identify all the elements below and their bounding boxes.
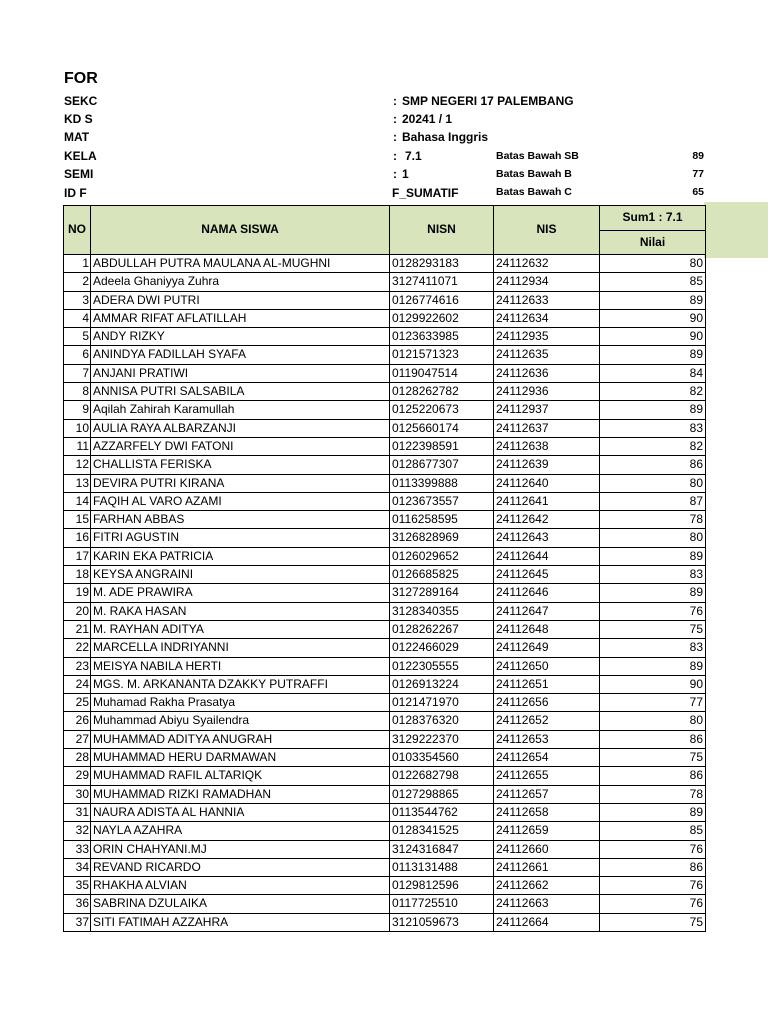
cell-nilai[interactable]: 77: [600, 694, 706, 712]
cell-nilai[interactable]: 80: [600, 529, 706, 547]
table-row: [64, 730, 706, 748]
colon: :: [393, 112, 397, 126]
cell-nilai[interactable]: 76: [600, 840, 706, 858]
cell-nisn[interactable]: 0117725510: [390, 895, 494, 913]
cell-no[interactable]: 1: [64, 255, 91, 273]
cell-nilai[interactable]: 90: [600, 309, 706, 327]
table-row: [64, 584, 706, 602]
cell-nis[interactable]: 24112633: [494, 291, 600, 309]
cell-nis[interactable]: 24112655: [494, 767, 600, 785]
cell-nis[interactable]: 24112648: [494, 620, 600, 638]
cell-no[interactable]: 37: [64, 913, 91, 931]
cell-nis[interactable]: 24112643: [494, 529, 600, 547]
cell-nisn[interactable]: 0126913224: [390, 675, 494, 693]
cell-nama[interactable]: CHALLISTA FERISKA: [91, 456, 390, 474]
table-row: [64, 419, 706, 437]
cell-nisn[interactable]: 0128262267: [390, 620, 494, 638]
cell-nilai[interactable]: 85: [600, 822, 706, 840]
cell-no[interactable]: 23: [64, 657, 91, 675]
cell-nama[interactable]: MUHAMMAD HERU DARMAWAN: [91, 749, 390, 767]
table-row: [64, 749, 706, 767]
cell-nilai[interactable]: 75: [600, 620, 706, 638]
table-row: [64, 767, 706, 785]
table-row: [64, 255, 706, 273]
table-row: [64, 492, 706, 510]
cell-nisn[interactable]: 0125220673: [390, 401, 494, 419]
table-row: [64, 639, 706, 657]
cell-nis[interactable]: 24112654: [494, 749, 600, 767]
cell-no[interactable]: 2: [64, 273, 91, 291]
batas-value-sb: 89: [692, 150, 704, 162]
cell-nis[interactable]: 24112934: [494, 273, 600, 291]
cell-nilai[interactable]: 80: [600, 712, 706, 730]
header-nilai: Nilai: [600, 230, 706, 255]
cell-nama[interactable]: REVAND RICARDO: [91, 858, 390, 876]
cell-nama[interactable]: AZZARFELY DWI FATONI: [91, 437, 390, 455]
cell-nilai[interactable]: 90: [600, 328, 706, 346]
cell-nama[interactable]: ABDULLAH PUTRA MAULANA AL-MUGHNI: [91, 255, 390, 273]
cell-nama[interactable]: ANINDYA FADILLAH SYAFA: [91, 346, 390, 364]
field-value-subject: Bahasa Inggris: [402, 130, 489, 144]
form-title: FOR: [64, 70, 98, 87]
table-row: [64, 822, 706, 840]
field-label-kd: KD S: [64, 112, 93, 126]
cell-nama[interactable]: FAQIH AL VARO AZAMI: [91, 492, 390, 510]
cell-nilai[interactable]: 89: [600, 803, 706, 821]
table-row: [64, 346, 706, 364]
cell-nis[interactable]: 24112638: [494, 437, 600, 455]
cell-nisn[interactable]: 0123673557: [390, 492, 494, 510]
cell-nis[interactable]: 24112660: [494, 840, 600, 858]
table-row: [64, 401, 706, 419]
cell-nisn[interactable]: 0119047514: [390, 364, 494, 382]
table-row: [64, 712, 706, 730]
batas-label-sb: Batas Bawah SB: [496, 150, 579, 162]
cell-nis[interactable]: 24112936: [494, 383, 600, 401]
cell-no[interactable]: 14: [64, 492, 91, 510]
cell-nis[interactable]: 24112661: [494, 858, 600, 876]
table-row: [64, 456, 706, 474]
header-fill-extension: [704, 202, 768, 258]
cell-nama[interactable]: ANNISA PUTRI SALSABILA: [91, 383, 390, 401]
cell-nisn[interactable]: 0126685825: [390, 566, 494, 584]
cell-nama[interactable]: MGS. M. ARKANANTA DZAKKY PUTRAFFI: [91, 675, 390, 693]
cell-nisn[interactable]: 0122682798: [390, 767, 494, 785]
cell-no[interactable]: 16: [64, 529, 91, 547]
cell-nisn[interactable]: 0122305555: [390, 657, 494, 675]
cell-nis[interactable]: 24112649: [494, 639, 600, 657]
cell-no[interactable]: 21: [64, 620, 91, 638]
cell-nisn[interactable]: 0113544762: [390, 803, 494, 821]
cell-nisn[interactable]: 0113399888: [390, 474, 494, 492]
cell-nisn[interactable]: 0113131488: [390, 858, 494, 876]
header-nisn: NISN: [390, 206, 494, 255]
cell-nis[interactable]: 24112635: [494, 346, 600, 364]
cell-nis[interactable]: 24112642: [494, 511, 600, 529]
cell-nilai[interactable]: 76: [600, 877, 706, 895]
cell-nama[interactable]: M. RAYHAN ADITYA: [91, 620, 390, 638]
cell-nama[interactable]: NAYLA AZAHRA: [91, 822, 390, 840]
cell-nilai[interactable]: 89: [600, 346, 706, 364]
cell-nis[interactable]: 24112644: [494, 547, 600, 565]
table-row: [64, 877, 706, 895]
cell-nilai[interactable]: 90: [600, 675, 706, 693]
cell-nisn[interactable]: 0129812596: [390, 877, 494, 895]
colon: :: [393, 130, 397, 144]
cell-nilai[interactable]: 89: [600, 401, 706, 419]
cell-no[interactable]: 13: [64, 474, 91, 492]
cell-nama[interactable]: ADERA DWI PUTRI: [91, 291, 390, 309]
table-row: [64, 309, 706, 327]
cell-nis[interactable]: 24112651: [494, 675, 600, 693]
table-row: [64, 858, 706, 876]
cell-nisn[interactable]: 3124316847: [390, 840, 494, 858]
cell-nama[interactable]: Aqilah Zahirah Karamullah: [91, 401, 390, 419]
table-row: [64, 364, 706, 382]
cell-nilai[interactable]: 75: [600, 913, 706, 931]
field-label-subject: MAT: [64, 130, 90, 144]
cell-nama[interactable]: FITRI AGUSTIN: [91, 529, 390, 547]
cell-nilai[interactable]: 83: [600, 566, 706, 584]
cell-no[interactable]: 10: [64, 419, 91, 437]
cell-nisn[interactable]: 0128376320: [390, 712, 494, 730]
field-value-id: F_SUMATIF: [392, 186, 459, 200]
student-grades-table: [63, 205, 706, 932]
cell-no[interactable]: 19: [64, 584, 91, 602]
field-value-class: 7.1: [405, 149, 422, 163]
cell-nama[interactable]: NAURA ADISTA AL HANNIA: [91, 803, 390, 821]
cell-nama[interactable]: Adeela Ghaniyya Zuhra: [91, 273, 390, 291]
cell-nis[interactable]: 24112662: [494, 877, 600, 895]
table-row: [64, 474, 706, 492]
cell-no[interactable]: 15: [64, 511, 91, 529]
cell-nis[interactable]: 24112647: [494, 602, 600, 620]
cell-nilai[interactable]: 83: [600, 639, 706, 657]
cell-nama[interactable]: Muhammad Abiyu Syailendra: [91, 712, 390, 730]
cell-nis[interactable]: 24112632: [494, 255, 600, 273]
cell-nis[interactable]: 24112937: [494, 401, 600, 419]
cell-nisn[interactable]: 0128262782: [390, 383, 494, 401]
table-row: [64, 291, 706, 309]
cell-nisn[interactable]: 0125660174: [390, 419, 494, 437]
cell-nama[interactable]: AMMAR RIFAT AFLATILLAH: [91, 309, 390, 327]
table-row: [64, 657, 706, 675]
cell-no[interactable]: 35: [64, 877, 91, 895]
cell-nisn[interactable]: 0122398591: [390, 437, 494, 455]
cell-nisn[interactable]: 0128293183: [390, 255, 494, 273]
table-row: [64, 913, 706, 931]
cell-nilai[interactable]: 86: [600, 767, 706, 785]
field-label-school: SEKC: [64, 94, 98, 108]
cell-nilai[interactable]: 83: [600, 419, 706, 437]
cell-nisn[interactable]: 0116258595: [390, 511, 494, 529]
cell-nisn[interactable]: 0126029652: [390, 547, 494, 565]
cell-no[interactable]: 9: [64, 401, 91, 419]
cell-nilai[interactable]: 76: [600, 895, 706, 913]
cell-nama[interactable]: DEVIRA PUTRI KIRANA: [91, 474, 390, 492]
cell-nilai[interactable]: 78: [600, 785, 706, 803]
cell-nisn[interactable]: 0126774616: [390, 291, 494, 309]
header-nama: NAMA SISWA: [91, 206, 390, 255]
table-row: [64, 620, 706, 638]
cell-no[interactable]: 18: [64, 566, 91, 584]
cell-no[interactable]: 8: [64, 383, 91, 401]
field-value-semester: 1: [402, 167, 409, 181]
table-row: [64, 437, 706, 455]
table-row: [64, 694, 706, 712]
cell-nilai[interactable]: 80: [600, 474, 706, 492]
cell-no[interactable]: 3: [64, 291, 91, 309]
cell-no[interactable]: 4: [64, 309, 91, 327]
cell-nilai[interactable]: 86: [600, 730, 706, 748]
cell-nisn[interactable]: 0123633985: [390, 328, 494, 346]
table-row: [64, 328, 706, 346]
cell-nama[interactable]: M. RAKA HASAN: [91, 602, 390, 620]
cell-nilai[interactable]: 86: [600, 858, 706, 876]
batas-value-c: 65: [692, 186, 704, 198]
table-row: [64, 273, 706, 291]
table-row: [64, 785, 706, 803]
header-no: NO: [64, 206, 91, 255]
table-row: [64, 511, 706, 529]
cell-no[interactable]: 20: [64, 602, 91, 620]
cell-no[interactable]: 31: [64, 803, 91, 821]
cell-nis[interactable]: 24112659: [494, 822, 600, 840]
cell-nilai[interactable]: 89: [600, 657, 706, 675]
cell-nama[interactable]: MUHAMMAD RIZKI RAMADHAN: [91, 785, 390, 803]
table-row: [64, 840, 706, 858]
table-row: [64, 895, 706, 913]
cell-nama[interactable]: SABRINA DZULAIKA: [91, 895, 390, 913]
cell-nis[interactable]: 24112650: [494, 657, 600, 675]
cell-no[interactable]: 26: [64, 712, 91, 730]
field-label-id: ID F: [64, 186, 87, 200]
cell-nis[interactable]: 24112656: [494, 694, 600, 712]
cell-nilai[interactable]: 84: [600, 364, 706, 382]
table-row: [64, 566, 706, 584]
cell-nisn[interactable]: 0128677307: [390, 456, 494, 474]
cell-nis[interactable]: 24112658: [494, 803, 600, 821]
cell-nis[interactable]: 24112653: [494, 730, 600, 748]
cell-nama[interactable]: M. ADE PRAWIRA: [91, 584, 390, 602]
cell-nis[interactable]: 24112640: [494, 474, 600, 492]
colon: :: [393, 167, 397, 181]
cell-nama[interactable]: KEYSA ANGRAINI: [91, 566, 390, 584]
cell-nama[interactable]: KARIN EKA PATRICIA: [91, 547, 390, 565]
cell-nilai[interactable]: 82: [600, 437, 706, 455]
cell-nilai[interactable]: 89: [600, 291, 706, 309]
cell-no[interactable]: 12: [64, 456, 91, 474]
cell-no[interactable]: 34: [64, 858, 91, 876]
cell-no[interactable]: 17: [64, 547, 91, 565]
cell-no[interactable]: 32: [64, 822, 91, 840]
cell-nis[interactable]: 24112645: [494, 566, 600, 584]
cell-no[interactable]: 6: [64, 346, 91, 364]
colon: :: [393, 149, 397, 163]
cell-nama[interactable]: AULIA RAYA ALBARZANJI: [91, 419, 390, 437]
table-row: [64, 547, 706, 565]
cell-no[interactable]: 7: [64, 364, 91, 382]
cell-nis[interactable]: 24112637: [494, 419, 600, 437]
cell-nisn[interactable]: 3121059673: [390, 913, 494, 931]
cell-nisn[interactable]: 0129922602: [390, 309, 494, 327]
table-row: [64, 675, 706, 693]
cell-no[interactable]: 24: [64, 675, 91, 693]
cell-nis[interactable]: 24112634: [494, 309, 600, 327]
cell-nama[interactable]: SITI FATIMAH AZZAHRA: [91, 913, 390, 931]
cell-no[interactable]: 11: [64, 437, 91, 455]
cell-nilai[interactable]: 89: [600, 584, 706, 602]
cell-nilai[interactable]: 89: [600, 547, 706, 565]
batas-label-c: Batas Bawah C: [496, 186, 572, 198]
table-row: [64, 602, 706, 620]
cell-nis[interactable]: 24112664: [494, 913, 600, 931]
cell-nis[interactable]: 24112639: [494, 456, 600, 474]
cell-nama[interactable]: MARCELLA INDRIYANNI: [91, 639, 390, 657]
cell-nilai[interactable]: 86: [600, 456, 706, 474]
cell-nis[interactable]: 24112636: [494, 364, 600, 382]
field-value-kd: 20241 / 1: [402, 112, 453, 126]
cell-nisn[interactable]: 3128340355: [390, 602, 494, 620]
cell-nis[interactable]: 24112652: [494, 712, 600, 730]
cell-no[interactable]: 25: [64, 694, 91, 712]
cell-nisn[interactable]: 0103354560: [390, 749, 494, 767]
cell-nis[interactable]: 24112646: [494, 584, 600, 602]
batas-label-b: Batas Bawah B: [496, 168, 572, 180]
table-row: [64, 803, 706, 821]
cell-no[interactable]: 33: [64, 840, 91, 858]
cell-nisn[interactable]: 0128341525: [390, 822, 494, 840]
table-row: [64, 529, 706, 547]
cell-nisn[interactable]: 3129222370: [390, 730, 494, 748]
cell-nilai[interactable]: 80: [600, 255, 706, 273]
cell-nama[interactable]: FARHAN ABBAS: [91, 511, 390, 529]
cell-no[interactable]: 29: [64, 767, 91, 785]
cell-no[interactable]: 22: [64, 639, 91, 657]
cell-no[interactable]: 36: [64, 895, 91, 913]
cell-nilai[interactable]: 85: [600, 273, 706, 291]
cell-nilai[interactable]: 75: [600, 749, 706, 767]
cell-nama[interactable]: ANDY RIZKY: [91, 328, 390, 346]
cell-no[interactable]: 27: [64, 730, 91, 748]
header-sum: Sum1 : 7.1: [600, 206, 706, 231]
field-label-class: KELA: [64, 149, 97, 163]
cell-nama[interactable]: MUHAMMAD ADITYA ANUGRAH: [91, 730, 390, 748]
cell-nama[interactable]: ANJANI PRATIWI: [91, 364, 390, 382]
cell-nilai[interactable]: 82: [600, 383, 706, 401]
cell-nisn[interactable]: 3126828969: [390, 529, 494, 547]
cell-nama[interactable]: ORIN CHAHYANI.MJ: [91, 840, 390, 858]
cell-nis[interactable]: 24112657: [494, 785, 600, 803]
cell-nilai[interactable]: 87: [600, 492, 706, 510]
cell-nisn[interactable]: 0127298865: [390, 785, 494, 803]
cell-nama[interactable]: MEISYA NABILA HERTI: [91, 657, 390, 675]
cell-nis[interactable]: 24112935: [494, 328, 600, 346]
cell-nisn[interactable]: 0121571323: [390, 346, 494, 364]
cell-nis[interactable]: 24112663: [494, 895, 600, 913]
cell-nilai[interactable]: 78: [600, 511, 706, 529]
cell-no[interactable]: 28: [64, 749, 91, 767]
field-label-semester: SEMI: [64, 167, 94, 181]
cell-nilai[interactable]: 76: [600, 602, 706, 620]
cell-nisn[interactable]: 0121471970: [390, 694, 494, 712]
cell-nisn[interactable]: 0122466029: [390, 639, 494, 657]
cell-nis[interactable]: 24112641: [494, 492, 600, 510]
cell-nama[interactable]: MUHAMMAD RAFIL ALTARIQK: [91, 767, 390, 785]
cell-nama[interactable]: RHAKHA ALVIAN: [91, 877, 390, 895]
table-row: [64, 383, 706, 401]
cell-nisn[interactable]: 3127411071: [390, 273, 494, 291]
batas-value-b: 77: [692, 168, 704, 180]
field-value-school: SMP NEGERI 17 PALEMBANG: [402, 94, 574, 108]
cell-no[interactable]: 5: [64, 328, 91, 346]
cell-nama[interactable]: Muhamad Rakha Prasatya: [91, 694, 390, 712]
cell-no[interactable]: 30: [64, 785, 91, 803]
cell-nisn[interactable]: 3127289164: [390, 584, 494, 602]
colon: :: [393, 94, 397, 108]
header-nis: NIS: [494, 206, 600, 255]
